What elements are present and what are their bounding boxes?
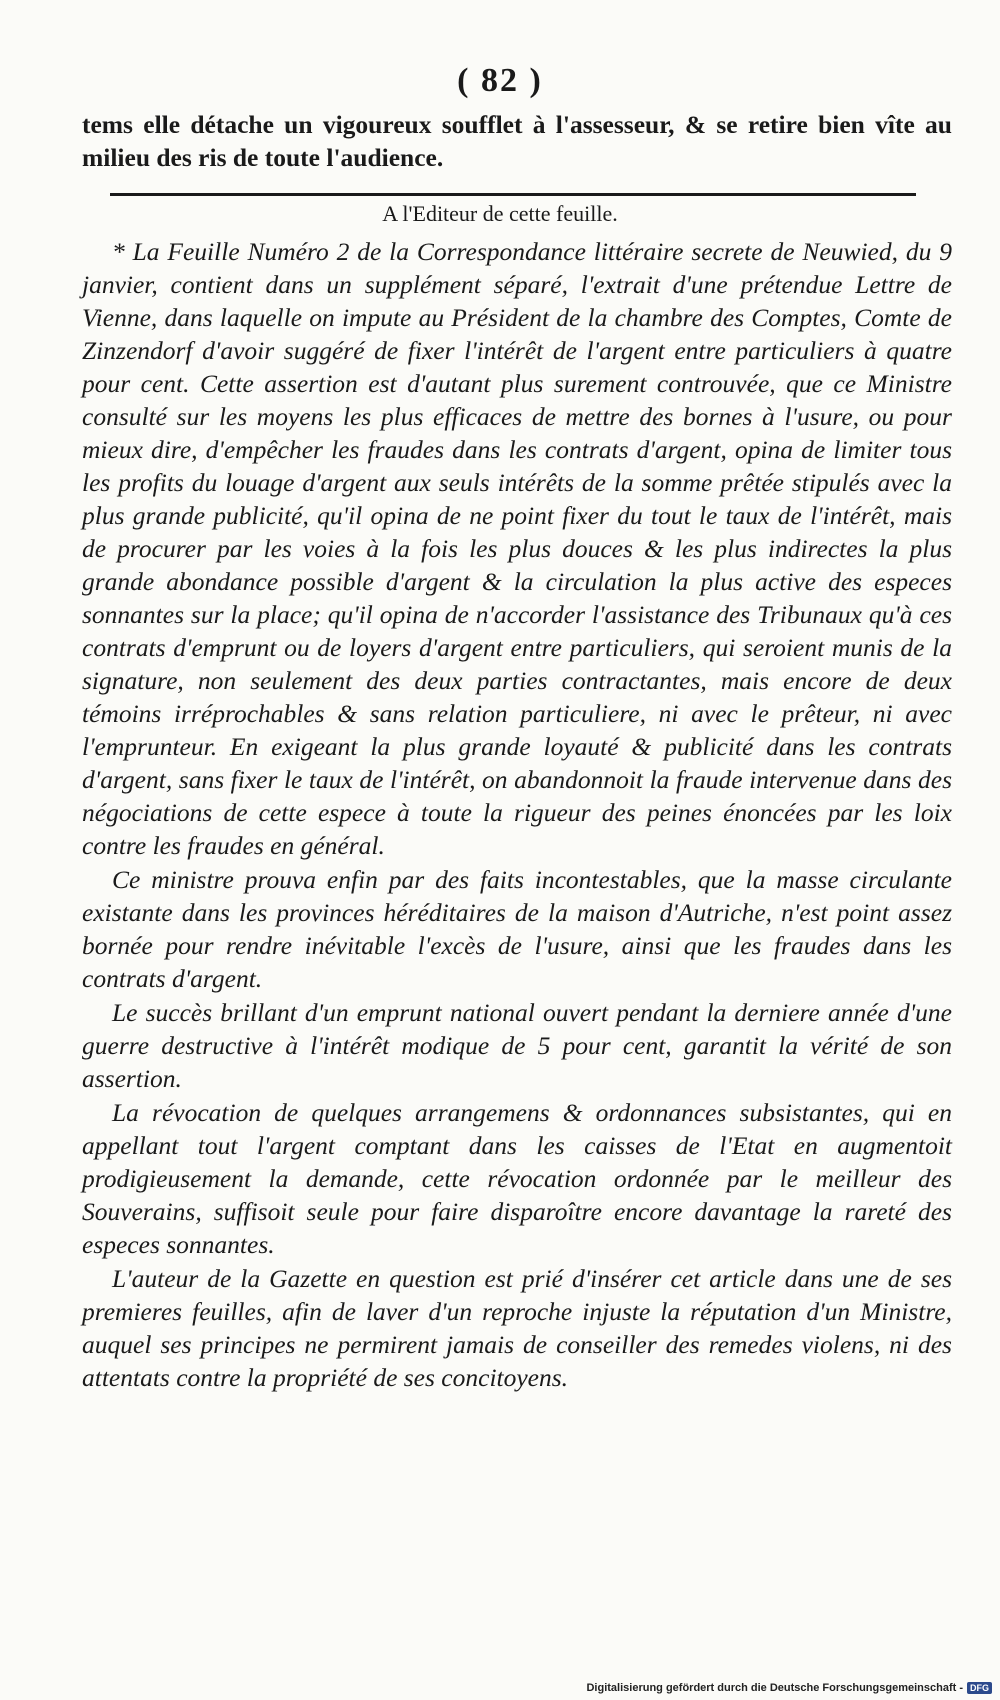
paragraph-1: * La Feuille Numéro 2 de la Correspondance littéraire secrete de Neuwied, du 9 janvier, contient dans un supplément séparé, l'extrait d'une prétendue Lettre de Vienne, dans laquelle on impute au Président de la chambre des Comptes, Comte de Zinzendorf d'avoir suggéré de fixer l'intérêt de l'argent entre particuliers à quatre pour cent. Cette assertion est d'autant plus surement controuvée, que ce Ministre consulté sur les moyens les plus efficaces de mettre des bornes à l'usure, ou pour mieux dire, d'empêcher les fraudes dans les contrats d'argent, opina de limiter tous les profits du louage d'argent aux seuls intérêts de la somme prêtée stipulés avec la plus grande publicité, qu'il opina de ne point fixer du tout le taux de l'intérêt, mais de procurer par les voies à la fois les plus douces & les plus indirectes la plus grande abondance possible d'argent & la circulation la plus active des especes sonnantes sur la place; qu'il opina de n'accorder l'assistance des Tribunaux qu'à ces contrats d'emprunt ou de loyers d'argent entre particuliers, qui seroient munis de la signature, non seulement des deux parties contractantes, mais encore de deux témoins irréprochables & sans relation particuliere, ni avec le prêteur, ni avec l'emprunteur. En exigeant la plus grande loyauté & publicité dans les contrats d'argent, sans fixer le taux de l'intérêt, on abandonnoit la fraude intervenue dans des négociations de cette espece à toute la rigueur des peines énoncées par les loix contre les fraudes en général. — [82, 237, 952, 860]
dfg-logo: DFG — [967, 1682, 992, 1694]
digitization-footer — [586, 1682, 992, 1694]
paragraph-4: La révocation de quelques arrangemens & ordonnances subsistantes, qui en appellant tout l'argent comptant dans les caisses de l'Etat en augmentoit prodigieusement la demande, cette révocation ordonnée par le meilleur des Souverains, suffisoit seule pour faire disparoître encore davantage la rareté des especes sonnantes. — [82, 1098, 952, 1259]
letter-body — [82, 235, 952, 1394]
carryover-text — [82, 108, 952, 174]
section-divider — [110, 193, 916, 196]
page-number: ( 82 ) — [457, 62, 543, 99]
letter-heading: A l'Editeur de cette feuille. — [382, 201, 618, 226]
paragraph-2: Ce ministre prouva enfin par des faits incontestables, que la masse circulante existante dans les provinces héréditaires de la maison d'Autriche, n'est point assez bornée pour rendre inévitable l'excès de l'usure, ainsi que les fraudes dans les contrats d'argent. — [82, 865, 952, 993]
paragraph-3: Le succès brillant d'un emprunt national ouvert pendant la derniere année d'une guerre destructive à l'intérêt modique de 5 pour cent, garantit la vérité de son assertion. — [82, 998, 952, 1093]
carryover-paragraph: tems elle détache un vigoureux soufflet à l'assesseur, & se retire bien vîte au milieu des ris de toute l'audience. — [82, 110, 952, 172]
footer-text: Digitalisierung gefördert durch die Deutsche Forschungsgemeinschaft - — [586, 1682, 963, 1694]
paragraph-5: L'auteur de la Gazette en question est prié d'insérer cet article dans une de ses premieres feuilles, afin de laver d'un reproche injuste la réputation d'un Ministre, auquel ses principes ne permirent jamais de conseiller des remedes violens, ni des attentats contre la propriété de ses concitoyens. — [82, 1264, 952, 1392]
